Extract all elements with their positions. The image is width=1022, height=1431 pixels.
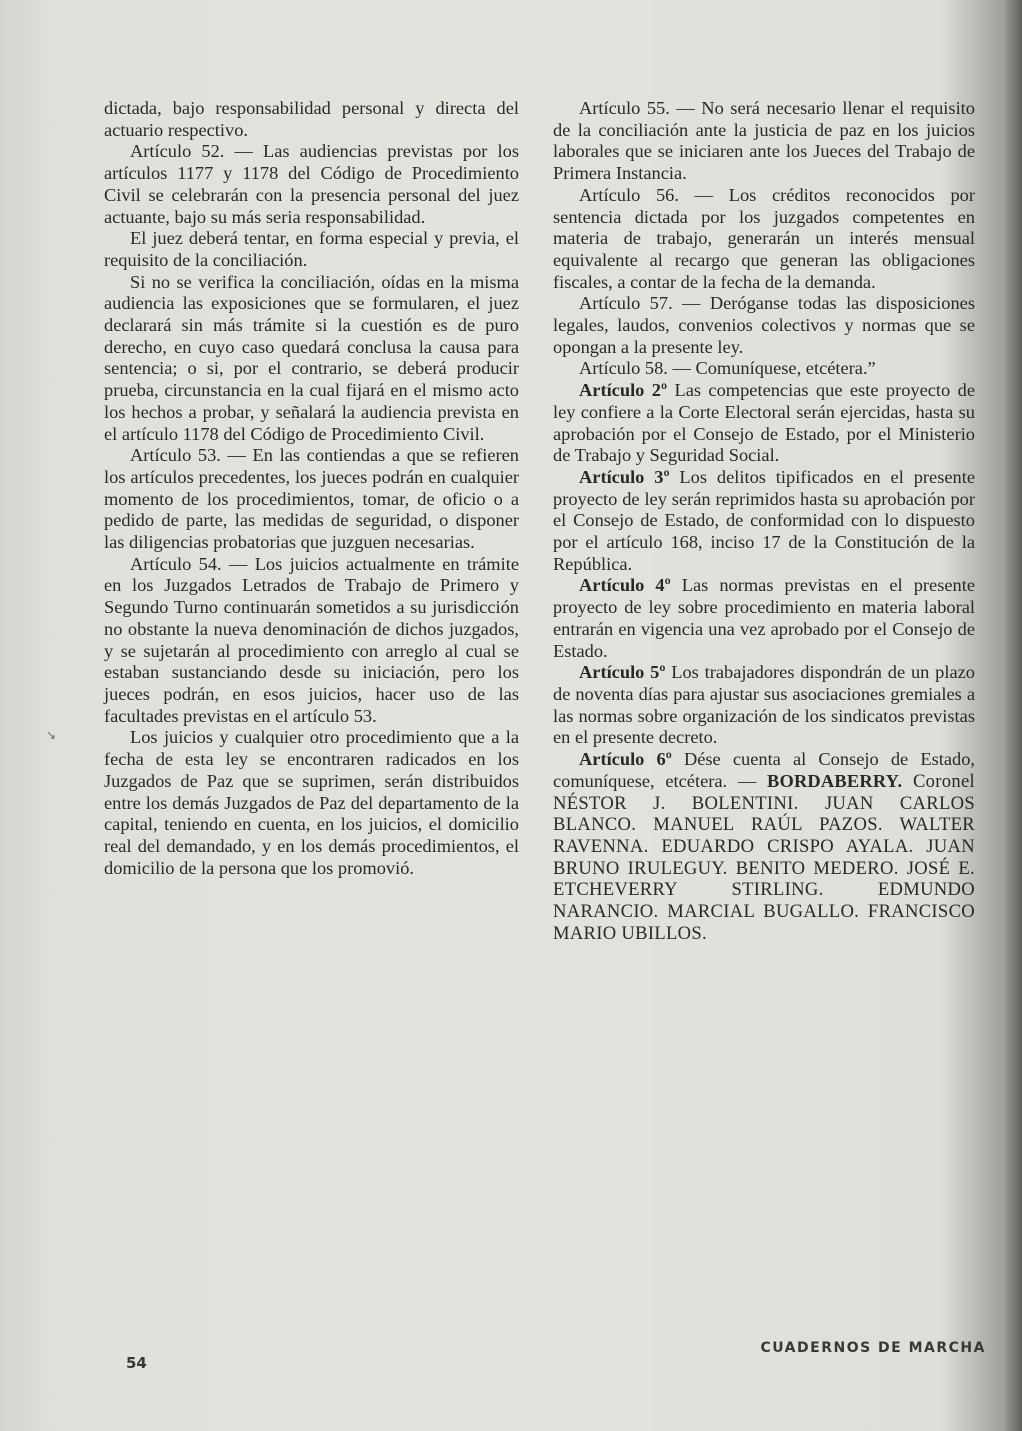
page-edge-shadow — [1004, 0, 1022, 1431]
signatories-list: Coronel NÉSTOR J. BOLENTINI. JUAN CARLOS BLANCO. MANUEL RAÚL PAZOS. WALTER RAVENNA. EDUARDO CRISPO AYALA. JUAN BRUNO IRULEGUY. BENITO MEDERO. JOSÉ E. ETCHEVERRY STIRLING. EDMUNDO NARANCIO. MARCIAL BUGALLO. FRANCISCO MARIO UBILLOS. — [553, 770, 975, 944]
article-3-text: Los delitos tipificados en el presente proyecto de ley serán reprimidos hasta su aprobación por el Consejo de Estado, de conformidad con lo dispuesto por el artículo 168, inciso 17 de la Constitución de la República. — [553, 466, 975, 574]
article-2-text: Las competencias que este proyecto de ley confiere a la Corte Electoral serán ejercidas, hasta su aprobación por el Consejo de Estado, por el Ministerio de Trabajo y Seguridad Social. — [553, 380, 975, 466]
article-6-label: Artículo 6º — [579, 749, 672, 770]
right-column — [553, 98, 975, 944]
article-5-text: Los trabajadores dispondrán de un plazo de noventa días para ajustar sus asociaciones gremiales a las normas sobre organización de los sindicatos previstas en el presente decreto. — [553, 662, 975, 748]
article-5 — [553, 662, 975, 749]
article-2-label: Artículo 2º — [579, 380, 668, 401]
article-4-text: Las normas previstas en el presente proyecto de ley sobre procedimiento en materia laboral entrarán en vigencia una vez aprobado por el Consejo de Estado. — [553, 575, 975, 661]
paragraph-conciliation: El juez deberá tentar, en forma especial y previa, el requisito de la conciliación. — [104, 228, 519, 270]
article-57: Artículo 57. — Deróganse todas las disposiciones legales, laudos, convenios colectivos y normas que se opongan a la presente ley. — [553, 293, 975, 357]
article-3-label: Artículo 3º — [579, 466, 670, 487]
article-3 — [553, 467, 975, 576]
article-53: Artículo 53. — En las contiendas a que se refieren los artículos precedentes, los jueces podrán en cualquier momento de los procedimientos, tomar, de oficio o a pedido de parte, las medidas de seguridad, o disponer las diligencias probatorias que juzguen necesarias. — [104, 445, 519, 553]
paragraph-no-conciliation: Si no se verifica la conciliación, oídas en la misma audiencia las exposiciones que se formularen, el juez declarará sin más trámite si la cuestión es de puro derecho, en cuyo caso quedará conclusa la causa para sentencia; o si, por el contrario, se deberá producir prueba, circunstancia en la cual fijará en el mismo acto los hechos a probar, y señalará la audiencia prevista en el artículo 1178 del Código de Procedimiento Civil. — [104, 271, 519, 444]
article-6-text: Dése cuenta al Consejo de Estado, comuníquese, etcétera. — — [553, 749, 975, 791]
left-column — [104, 98, 519, 879]
article-4-label: Artículo 4º — [579, 575, 671, 596]
article-55: Artículo 55. — No será necesario llenar el requisito de la conciliación ante la justicia de paz en los juicios laborales que se iniciaren ante los Jueces del Trabajo de Primera Instancia. — [553, 98, 975, 184]
signature-bordaberry: BORDABERRY. — [766, 770, 903, 791]
article-54: Artículo 54. — Los juicios actualmente en trámite en los Juzgados Letrados de Trabajo de Primero y Segundo Turno continuarán sometidos a su jurisdicción no obstante la nueva denominación de dichos juzgados, y se sujetarán al procedimiento con arreglo al cual se estaban sustanciando desde su iniciación, pero los jueces podrán, en esos juicios, hacer uso de las facultades previstas en el artículo 53. — [104, 553, 519, 726]
article-5-label: Artículo 5º — [579, 662, 666, 683]
article-52: Artículo 52. — Las audiencias previstas por los artículos 1177 y 1178 del Código de Procedimiento Civil se celebrarán con la presencia personal del juez actuante, bajo su más seria responsabilidad. — [104, 141, 519, 227]
article-58: Artículo 58. — Comuníquese, etcétera.” — [579, 358, 876, 379]
article-4 — [553, 575, 975, 662]
page-number: 54 — [126, 1354, 147, 1372]
paragraph-continuation: dictada, bajo responsabilidad personal y directa del actuario respectivo. — [104, 98, 519, 140]
publication-title: CUADERNOS DE MARCHA — [760, 1340, 986, 1356]
paragraph-juzgados-paz: Los juicios y cualquier otro procedimiento que a la fecha de esta ley se encontraren radicados en los Juzgados de Paz que se suprimen, serán distribuidos entre los demás Juzgados de Paz del departamento de la capital, teniendo en cuenta, en los juicios, el domicilio real del demandado, y en los demás procedimientos, el domicilio de la persona que los promovió. — [104, 727, 519, 878]
article-2 — [553, 380, 975, 467]
article-6 — [553, 749, 975, 944]
article-56: Artículo 56. — Los créditos reconocidos por sentencia dictada por los juzgados competentes en materia de trabajo, generarán un interés mensual equivalente al recargo que generan las obligaciones fiscales, a contar de la fecha de la demanda. — [553, 184, 975, 292]
margin-mark: ↘ — [46, 728, 57, 742]
